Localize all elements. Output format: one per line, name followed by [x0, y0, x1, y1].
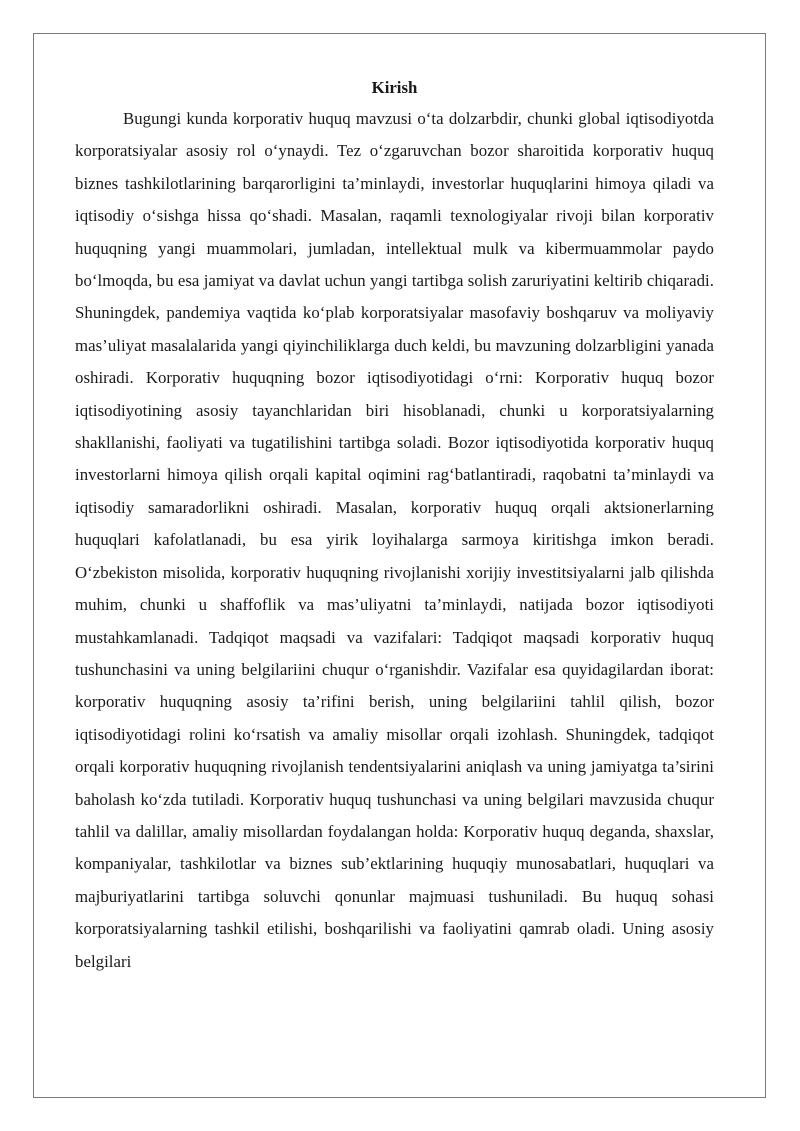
- body-paragraph: Bugungi kunda korporativ huquq mavzusi o‘ta dolzarbdir, chunki global iqtisodiyotda korporatsiyalar asosiy rol o‘ynaydi. Tez o‘zgaruvchan bozor sharoitida korporativ huquq biznes tashkilotlarining barqarorligini ta’minlaydi, investorlar huquqlarini himoya qiladi va iqtisodiy o‘sishga hissa qo‘shadi. Masalan, raqamli texnologiyalar rivoji bilan korporativ huquqning yangi muammolari, jumladan, intellektual mulk va kibermuammolar paydo bo‘lmoqda, bu esa jamiyat va davlat uchun yangi tartibga solish zaruriyatini keltirib chiqaradi. Shuningdek, pandemiya vaqtida ko‘plab korporatsiyalar masofaviy boshqaruv va moliyaviy mas’uliyat masalalarida yangi qiyinchiliklarga duch keldi, bu mavzuning dolzarbligini yanada oshiradi. Korporativ huquqning bozor iqtisodiyotidagi o‘rni: Korporativ huquq bozor iqtisodiyotining asosiy tayanchlaridan biri hisoblanadi, chunki u korporatsiyalarning shakllanishi, faoliyati va tugatilishini tartibga soladi. Bozor iqtisodiyotida korporativ huquq investorlarni himoya qilish orqali kapital oqimini rag‘batlantiradi, raqobatni ta’minlaydi va iqtisodiy samaradorlikni oshiradi. Masalan, korporativ huquq orqali aktsionerlarning huquqlari kafolatlanadi, bu esa yirik loyihalarga sarmoya kiritishga imkon beradi. O‘zbekiston misolida, korporativ huquqning rivojlanishi xorijiy investitsiyalarni jalb qilishda muhim, chunki u shaffoflik va mas’uliyatni ta’minlaydi, natijada bozor iqtisodiyoti mustahkamlanadi. Tadqiqot maqsadi va vazifalari: Tadqiqot maqsadi korporativ huquq tushunchasini va uning belgilariini chuqur o‘rganishdir. Vazifalar esa quyidagilardan iborat: korporativ huquqning asosiy ta’rifini berish, uning belgilariini tahlil qilish, bozor iqtisodiyotidagi rolini ko‘rsatish va amaliy misollar orqali izohlash. Shuningdek, tadqiqot orqali korporativ huquqning rivojlanish tendentsiyalarini aniqlash va uning jamiyatga ta’sirini baholash ko‘zda tutiladi. Korporativ huquq tushunchasi va uning belgilari mavzusida chuqur tahlil va dalillar, amaliy misollardan foydalangan holda: Korporativ huquq deganda, shaxslar, kompaniyalar, tashkilotlar va biznes sub’ektlarining huquqiy munosabatlari, huquqlari va majburiyatlarini tartibga soluvchi qonunlar majmuasi tushuniladi. Bu huquq sohasi korporatsiyalarning tashkil etilishi, boshqarilishi va faoliyatini qamrab oladi. Uning asosiy belgilari: [75, 109, 714, 971]
- document-content: [75, 73, 714, 978]
- document-title: Kirish: [371, 78, 418, 97]
